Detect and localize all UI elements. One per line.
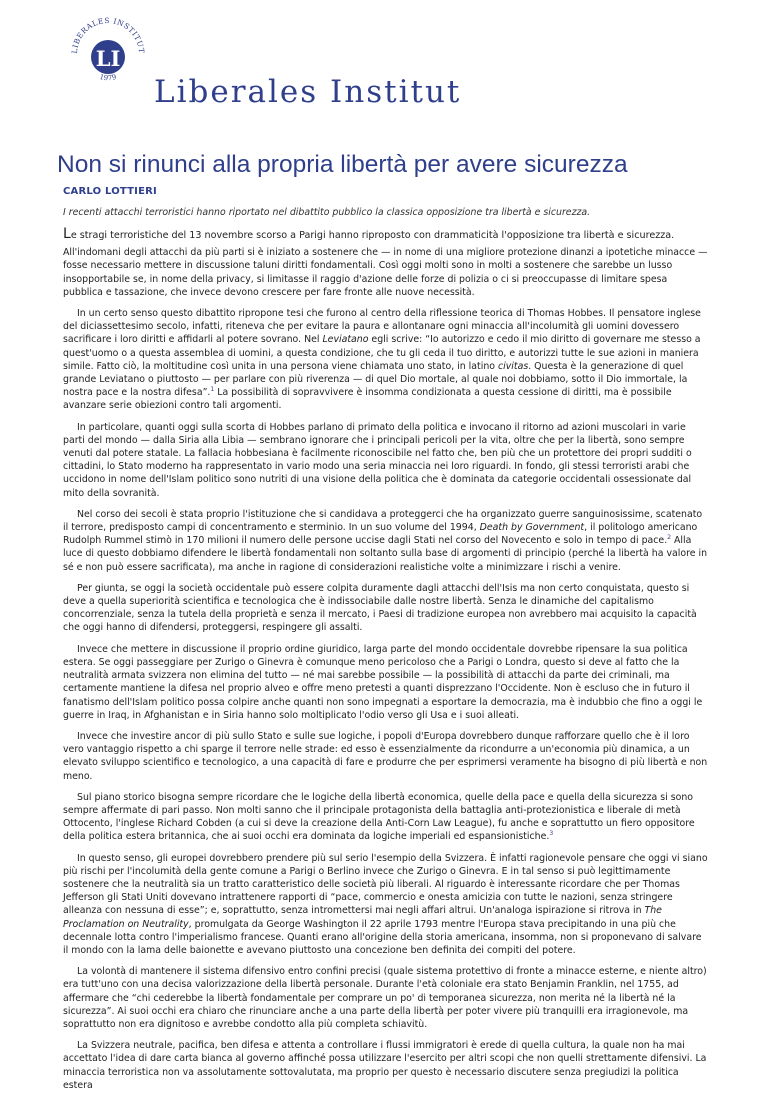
brand-name[interactable]: Liberales Institut — [154, 74, 462, 110]
paragraph-9 — [63, 852, 709, 958]
paragraph-2-text: . Questa è la generazione di quel grande Leviatano o piuttosto — per parlare con più riverenza — di quel Dio mortale, al quale noi dobbiamo, sotto il Dio immortale, la nostra pace e la nostra difesa”. — [63, 360, 688, 399]
footnote-ref-1[interactable]: 1 — [210, 386, 215, 394]
book-title-leviatano: Leviatano — [322, 334, 369, 346]
paragraph-2-text: La possibilità di sopravvivere è insomma condizionata a questa cessione di diritti, ma è possibile avanzare serie obiezioni contro tali argomenti. — [63, 387, 672, 412]
paragraph-1: All'indomani degli attacchi da più parti si è iniziato a sostenere che — in nome di una migliore protezione dinanzi a ipotetiche minacce — fosse necessario mettere in discussione taluni diritti fondamentali. Così oggi molti sono in molti a sostenere che sarebbe un lusso insopportabile se, in nome della privacy, si limitasse il raggio d'azione delle forze di polizia o ci si preoccupasse di limitare spesa pubblica e tassazione, che invece devono crescere per fare fronte alle nuove necessità. — [63, 247, 708, 298]
footnote-ref-3[interactable]: 3 — [549, 830, 554, 838]
latin-term: civitas — [497, 360, 529, 372]
paragraph-9-text: In questo senso, gli europei dovrebbero prendere più sul serio l'esempio della Svizzera. È infatti ragionevole pensare che oggi vi siano più rischi per l'incolumità della gente comune a Parigi o Berlino invece che Zurigo o Ginevra. E in tal senso si può legittimamente sostenere che la neutralità sia un tratto caratteristico delle società più liberali. Al riguardo è interessante ricordare che per Thomas Jefferson gli Stati Uniti dovevano intrattenere rapporti di “pace, commercio e onesta amicizia con tutte le nazioni, senza stringere alleanza con nessuna di esse”; e, soprattutto, senza intromettersi mai negli affari altrui. Un'analoga ispirazione si ritrova in — [63, 852, 708, 917]
article-body — [63, 206, 709, 1092]
paragraph-3: In particolare, quanti oggi sulla scorta di Hobbes parlano di primato della politica e invocano il ritorno ad azioni muscolari in varie parti del mondo — dalla Siria alla Libia — sembrano ignorare che i principali pericoli per la vita, oltre che per la libertà, sono sempre venuti dal potere statale. La fallacia hobbesiana è facilmente riconoscibile nel fatto che, ben più che un protettore dei propri sudditi o cittadini, lo Stato moderno ha rappresentato in vario modo una seria minaccia nei loro riguardi. In fondo, gli stessi terroristi arabi che uccidono in nome dell'Islam politico sono nutriti di una visione della politica che è dominata da categorie occidentali ossessionate dal mito della sovranità. — [63, 421, 692, 499]
paragraph-2 — [63, 307, 709, 413]
paragraph-9-text: , promulgata da George Washington il 22 aprile 1793 mentre l'Europa stava precipitando in una più che decennale lotta contro l'imperialismo francese. Quanti erano all'origine della storia americana, insomma, non si proponevano di salvare il mondo con la lama delle baionette e avevano piuttosto una concezione ben definita dei compiti del potere. — [63, 918, 702, 956]
paragraph-10: La volontà di mantenere il sistema difensivo entro confini precisi (quale sistema protettivo di fronte a minacce esterne, e niente altro) era tutt'uno con una decisa valorizzazione della libertà personale. Durante l'età coloniale era stato Benjamin Franklin, nel 1755, ad affermare che “chi cederebbe la libertà fondamentale per comprare un po' di temporanea sicurezza, non merita né la libertà né la sicurezza”. Ai suoi occhi era chiaro che rinunciare anche a una parte della libertà per poter vivere più tranquilli era irragionevole, ma soprattutto non era dignitoso e avrebbe condotto alla più completa schiavitù. — [63, 966, 707, 1030]
paragraph-8 — [63, 791, 709, 844]
paragraph-6: Invece che mettere in discussione il proprio ordine giuridico, larga parte del mondo occidentale dovrebbe ripensare la sua politica estera. Se oggi passeggiare per Zurigo o Ginevra è comunque meno pericoloso che a Parigi o Londra, questo si deve al fatto che la neutralità armata svizzera non elimina del tutto — né mai sarebbe possibile — la possibilità di attacchi da parte dei criminali, ma certamente mantiene la difesa nel proprio alveo e offre meno pretesti a quanti disprezzano l'Occidente. Non è escluso che in futuro il fanatismo dell'Islam politico possa colpire anche quanti non sono impegnati a esportare la democrazia, ma è indubbio che fino a oggi le guerre in Iraq, in Afghanistan e in Siria hanno solo moltiplicato l'odio verso gli Usa e i suoi alleati. — [63, 643, 703, 721]
paragraph-8-text: Sul piano storico bisogna sempre ricordare che le logiche della libertà economica, quelle della pace e quella della sicurezza si sono sempre affermate di pari passo. Non molti sanno che il principale protagonista della battaglia anti-protezionistica e liberale di metà Ottocento, l'inglese Richard Cobden (a cui si deve la creazione della Anti-Corn Law League), fu anche e soprattutto un fiero oppositore della politica estera britannica, che ai suoi occhi era dominata da logiche imperiali ed espansionistiche. — [63, 791, 695, 843]
seal-year: 1979 — [98, 72, 118, 83]
article-author: CARLO LOTTIERI — [63, 186, 157, 197]
seal-monogram: LI — [95, 46, 121, 71]
intro-text: e stragi terroristiche del 13 novembre scorso a Parigi hanno riproposto con drammaticità l'opposizione tra libertà e sicurezza. — [70, 230, 675, 241]
footnote-ref-2[interactable]: 2 — [667, 534, 672, 542]
seal-arc-text: LIBERALES INSTITUT — [69, 15, 147, 54]
article — [57, 150, 709, 1100]
document-title-proclamation: The Proclamation on Neutrality — [63, 905, 662, 930]
article-title: Non si rinunci alla propria libertà per avere sicurezza — [57, 151, 628, 178]
paragraph-5: Per giunta, se oggi la società occidentale può essere colpita duramente dagli attacchi dell'Isis ma non certo conquistata, questo si deve a quella superiorità scientifica e tecnologica che è indissociabile dalle nostre libertà. Senza le dinamiche del capitalismo concorrenziale, senza la tutela della proprietà e senza il mercato, i Paesi di tradizione europea non avrebbero mai acquisito la capacità che oggi hanno di difendersi, proteggersi, respingere gli assalti. — [63, 582, 697, 634]
liberales-institut-seal-logo[interactable] — [66, 12, 150, 96]
book-title-death-by-government: Death by Government — [479, 522, 585, 534]
paragraph-4-text: Nel corso dei secoli è stata proprio l'istituzione che si candidava a proteggerci che ha organizzato guerre sanguinosissime, scatenato il terrore, predisposto campi di concentramento e sterminio. In un suo volume del 1994, — [63, 508, 703, 534]
paragraph-11: La Svizzera neutrale, pacifica, ben difesa e attenta a controllare i flussi immigratori è erede di quella cultura, la quale non ha mai accettato l'idea di dare carta bianca al governo affinché possa utilizzare l'esercito per altri scopi che non quelli strettamente difensivi. La minaccia terroristica non va assolutamente sottovalutata, ma proprio per questo è necessario discutere senza pregiudizi la politica estera — [63, 1040, 707, 1091]
site-header — [0, 0, 768, 140]
article-lede: I recenti attacchi terroristici hanno riportato nel dibattito pubblico la classica opposizione tra libertà e sicurezza. — [63, 207, 591, 218]
paragraph-4-text: Alla luce di questo dobbiamo difendere le libertà fondamentali non soltanto sulla base di argomenti di principio (perché la libertà ha valore in sé e non può essere sacrificata), ma anche in ragione di considerazioni realistiche volte a minimizzare i rischi a venire. — [63, 535, 708, 573]
paragraph-intro — [63, 228, 709, 242]
paragraph-2-text: In un certo senso questo dibattito ripropone tesi che furono al centro della riflessione teorica di Thomas Hobbes. Il pensatore inglese del diciassettesimo secolo, infatti, riteneva che per evitare la paura e allontanare ogni minaccia all'incolumità gli uomini dovessero sacrificare i loro diritti e affidarli al potere sovrano. Nel — [63, 308, 701, 346]
svg-text:1979 — [99, 73, 118, 82]
paragraph-7: Invece che investire ancor di più sullo Stato e sulle sue logiche, i popoli d'Europa dovrebbero dunque rafforzare quello che è il loro vero vantaggio rispetto a chi sparge il terrore nelle strade: ed esso è essenzialmente da ricondurre a un'economia più dinamica, a un elevato sviluppo scientifico e tecnologico, a una capacità di fare e produrre che per esprimersi veramente ha bisogno di più libertà e non meno. — [63, 730, 708, 782]
drop-cap: L — [63, 226, 71, 242]
paragraph-2-text: egli scrive: “Io autorizzo e cedo il mio diritto di governare me stesso a quest'uomo o a questa assemblea di uomini, a questa condizione, che tu gli ceda il tuo diritto, e autorizzi tutte le sue azioni in maniera simile. Fatto ciò, la moltitudine così unita in una persona viene chiamata uno stato, in latino — [63, 334, 701, 372]
paragraph-4-text: , il politologo americano Rudolph Rummel stimò in 170 milioni il numero delle persone uccise dagli Stati nel corso del Novecento e solo in tempo di pace. — [63, 522, 698, 547]
paragraph-4 — [63, 508, 709, 574]
